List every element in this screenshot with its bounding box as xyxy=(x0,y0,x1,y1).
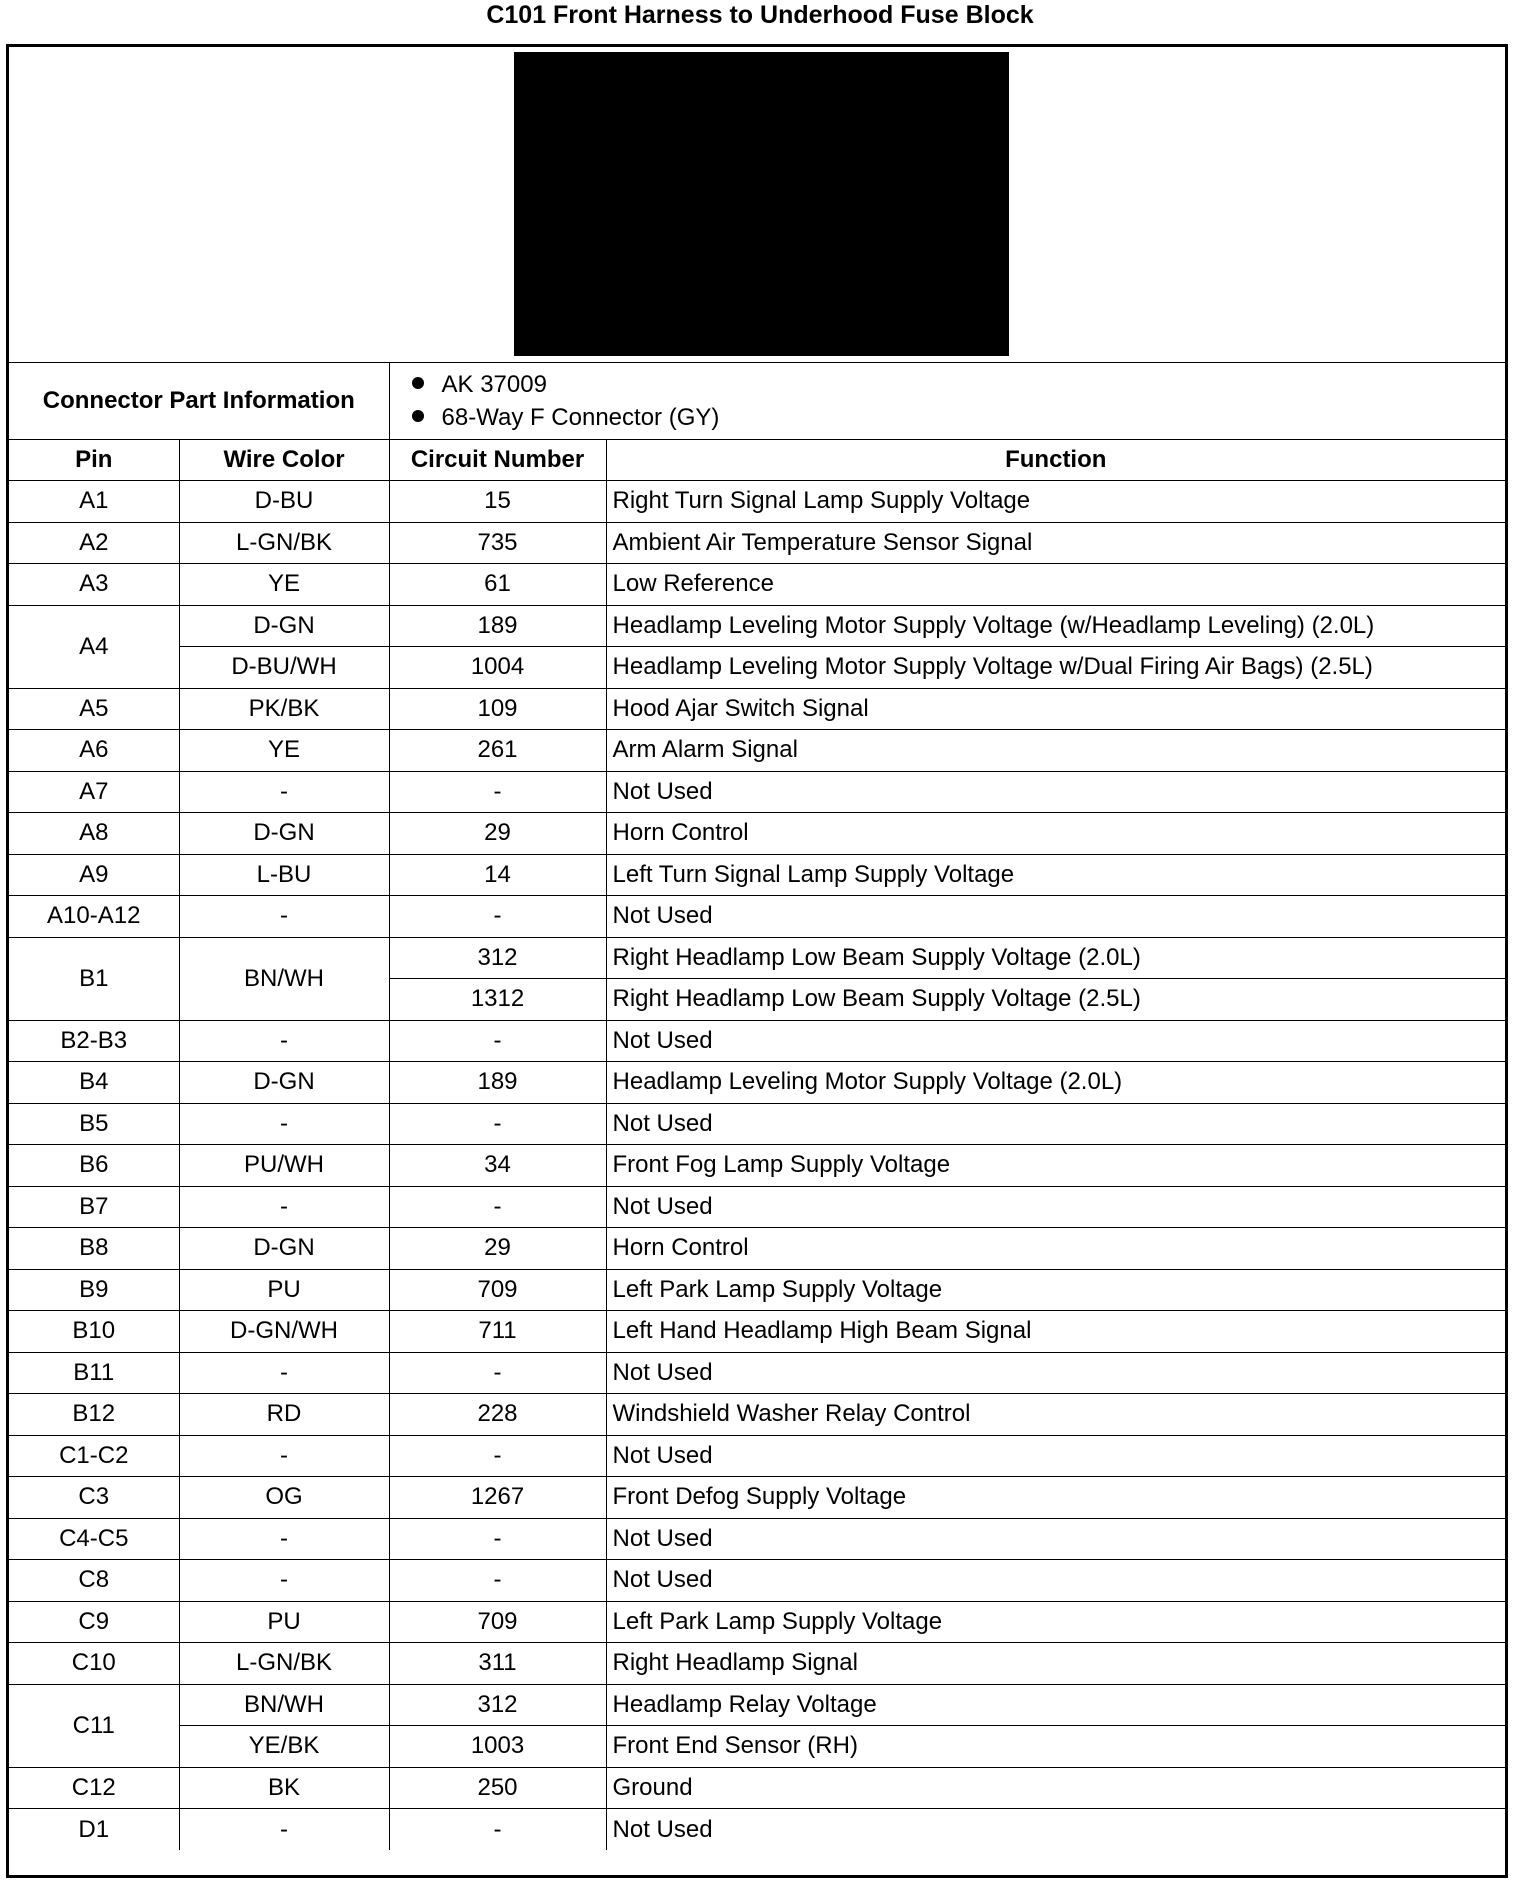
pin-cell: B8 xyxy=(9,1228,179,1270)
table-row xyxy=(9,1103,1505,1145)
function-cell: Front Fog Lamp Supply Voltage xyxy=(606,1145,1505,1187)
function-cell: Right Headlamp Low Beam Supply Voltage (2.0L) xyxy=(606,937,1505,979)
connector-image xyxy=(514,52,1009,356)
wire-color-cell: RD xyxy=(179,1394,389,1436)
circuit-cell: - xyxy=(389,1435,606,1477)
pin-cell: B10 xyxy=(9,1311,179,1353)
wire-color-cell: D-GN xyxy=(179,1062,389,1104)
table-row xyxy=(9,564,1505,606)
circuit-cell: 1312 xyxy=(389,979,606,1021)
table-row xyxy=(9,1352,1505,1394)
connector-info-item xyxy=(412,401,1506,434)
wire-color-cell: - xyxy=(179,1435,389,1477)
table-row xyxy=(9,522,1505,564)
wire-color-cell: - xyxy=(179,1809,389,1851)
circuit-cell: 189 xyxy=(389,605,606,647)
function-cell: Not Used xyxy=(606,1435,1505,1477)
pin-cell: C10 xyxy=(9,1643,179,1685)
circuit-cell: 1003 xyxy=(389,1726,606,1768)
wire-color-cell: D-BU/WH xyxy=(179,647,389,689)
function-cell: Not Used xyxy=(606,1103,1505,1145)
table-row xyxy=(9,1269,1505,1311)
wire-color-cell: D-GN/WH xyxy=(179,1311,389,1353)
pin-cell: B11 xyxy=(9,1352,179,1394)
function-cell: Front End Sensor (RH) xyxy=(606,1726,1505,1768)
circuit-cell: 735 xyxy=(389,522,606,564)
wire-color-cell: PK/BK xyxy=(179,688,389,730)
table-row xyxy=(9,1767,1505,1809)
function-cell: Headlamp Relay Voltage xyxy=(606,1684,1505,1726)
circuit-cell: 709 xyxy=(389,1601,606,1643)
table-row xyxy=(9,1726,1505,1768)
circuit-cell: - xyxy=(389,1560,606,1602)
function-cell: Low Reference xyxy=(606,564,1505,606)
connector-image-area xyxy=(9,47,1505,363)
circuit-cell: 34 xyxy=(389,1145,606,1187)
header-circuit-number: Circuit Number xyxy=(389,439,606,481)
wire-color-cell: PU/WH xyxy=(179,1145,389,1187)
table-row xyxy=(9,1435,1505,1477)
wire-color-cell: PU xyxy=(179,1269,389,1311)
circuit-cell: 109 xyxy=(389,688,606,730)
wire-color-cell: YE xyxy=(179,730,389,772)
header-function: Function xyxy=(606,439,1505,481)
function-cell: Headlamp Leveling Motor Supply Voltage w/Dual Firing Air Bags) (2.5L) xyxy=(606,647,1505,689)
pin-cell: C4-C5 xyxy=(9,1518,179,1560)
function-cell: Not Used xyxy=(606,1020,1505,1062)
circuit-cell: 261 xyxy=(389,730,606,772)
header-pin: Pin xyxy=(9,439,179,481)
table-row xyxy=(9,1643,1505,1685)
circuit-cell: - xyxy=(389,1103,606,1145)
wire-color-cell: L-GN/BK xyxy=(179,522,389,564)
table-row xyxy=(9,1062,1505,1104)
pin-cell: B2-B3 xyxy=(9,1020,179,1062)
connector-info-label: Connector Part Information xyxy=(9,363,389,439)
pin-cell: C11 xyxy=(9,1684,179,1767)
table-row xyxy=(9,1186,1505,1228)
header-wire-color: Wire Color xyxy=(179,439,389,481)
function-cell: Right Headlamp Low Beam Supply Voltage (2.5L) xyxy=(606,979,1505,1021)
circuit-cell: 312 xyxy=(389,937,606,979)
wire-color-cell: - xyxy=(179,1352,389,1394)
table-row xyxy=(9,813,1505,855)
table-row xyxy=(9,1601,1505,1643)
wire-color-cell: D-BU xyxy=(179,481,389,523)
wire-color-cell: - xyxy=(179,1560,389,1602)
pin-cell: B6 xyxy=(9,1145,179,1187)
table-row xyxy=(9,1560,1505,1602)
table-row xyxy=(9,647,1505,689)
function-cell: Left Hand Headlamp High Beam Signal xyxy=(606,1311,1505,1353)
function-cell: Windshield Washer Relay Control xyxy=(606,1394,1505,1436)
wire-color-cell: BN/WH xyxy=(179,937,389,1020)
pin-cell: A1 xyxy=(9,481,179,523)
wire-color-cell: - xyxy=(179,771,389,813)
pin-cell: C3 xyxy=(9,1477,179,1519)
table-row xyxy=(9,730,1505,772)
table-row xyxy=(9,1684,1505,1726)
function-cell: Not Used xyxy=(606,1352,1505,1394)
wire-color-cell: D-GN xyxy=(179,813,389,855)
function-cell: Ambient Air Temperature Sensor Signal xyxy=(606,522,1505,564)
connector-table-frame xyxy=(6,44,1508,1878)
bullet-icon xyxy=(412,377,424,389)
function-cell: Right Turn Signal Lamp Supply Voltage xyxy=(606,481,1505,523)
circuit-cell: 250 xyxy=(389,1767,606,1809)
wire-color-cell: - xyxy=(179,896,389,938)
function-cell: Not Used xyxy=(606,1186,1505,1228)
table-row xyxy=(9,1394,1505,1436)
circuit-cell: - xyxy=(389,1518,606,1560)
circuit-cell: - xyxy=(389,771,606,813)
wire-color-cell: - xyxy=(179,1518,389,1560)
circuit-cell: 189 xyxy=(389,1062,606,1104)
pin-cell: B12 xyxy=(9,1394,179,1436)
circuit-cell: 15 xyxy=(389,481,606,523)
circuit-cell: 709 xyxy=(389,1269,606,1311)
circuit-cell: 29 xyxy=(389,813,606,855)
wire-color-cell: BN/WH xyxy=(179,1684,389,1726)
function-cell: Headlamp Leveling Motor Supply Voltage (2.0L) xyxy=(606,1062,1505,1104)
table-row xyxy=(9,1145,1505,1187)
connector-info-item xyxy=(412,368,1506,401)
table-row xyxy=(9,688,1505,730)
wire-color-cell: D-GN xyxy=(179,605,389,647)
circuit-cell: 1004 xyxy=(389,647,606,689)
wire-color-cell: - xyxy=(179,1186,389,1228)
pin-cell: A9 xyxy=(9,854,179,896)
wire-color-cell: L-GN/BK xyxy=(179,1643,389,1685)
pin-cell: D1 xyxy=(9,1809,179,1851)
table-row xyxy=(9,605,1505,647)
circuit-cell: 312 xyxy=(389,1684,606,1726)
function-cell: Headlamp Leveling Motor Supply Voltage (w/Headlamp Leveling) (2.0L) xyxy=(606,605,1505,647)
table-row xyxy=(9,854,1505,896)
pin-cell: C1-C2 xyxy=(9,1435,179,1477)
table-row xyxy=(9,1311,1505,1353)
pin-cell: A8 xyxy=(9,813,179,855)
function-cell: Not Used xyxy=(606,1809,1505,1851)
function-cell: Not Used xyxy=(606,1518,1505,1560)
table-row xyxy=(9,481,1505,523)
wire-color-cell: YE xyxy=(179,564,389,606)
pin-cell: C9 xyxy=(9,1601,179,1643)
circuit-cell: - xyxy=(389,1352,606,1394)
circuit-cell: 61 xyxy=(389,564,606,606)
wire-color-cell: OG xyxy=(179,1477,389,1519)
pin-cell: A6 xyxy=(9,730,179,772)
circuit-cell: 29 xyxy=(389,1228,606,1270)
connector-info-row xyxy=(9,363,1505,439)
pin-cell: A5 xyxy=(9,688,179,730)
circuit-cell: - xyxy=(389,1809,606,1851)
circuit-cell: 1267 xyxy=(389,1477,606,1519)
pin-cell: A10-A12 xyxy=(9,896,179,938)
circuit-cell: 228 xyxy=(389,1394,606,1436)
wire-color-cell: YE/BK xyxy=(179,1726,389,1768)
table-row xyxy=(9,1020,1505,1062)
table-row xyxy=(9,1809,1505,1851)
wire-color-cell: - xyxy=(179,1020,389,1062)
pin-cell: B9 xyxy=(9,1269,179,1311)
table-row xyxy=(9,937,1505,979)
function-cell: Left Park Lamp Supply Voltage xyxy=(606,1601,1505,1643)
circuit-cell: 711 xyxy=(389,1311,606,1353)
pin-cell: B1 xyxy=(9,937,179,1020)
bullet-icon xyxy=(412,410,424,422)
function-cell: Hood Ajar Switch Signal xyxy=(606,688,1505,730)
circuit-cell: - xyxy=(389,896,606,938)
pin-cell: C8 xyxy=(9,1560,179,1602)
connector-info-list xyxy=(389,363,1505,439)
page-title: C101 Front Harness to Underhood Fuse Block xyxy=(486,1,1034,29)
wire-color-cell: BK xyxy=(179,1767,389,1809)
table-row xyxy=(9,771,1505,813)
pin-cell: A2 xyxy=(9,522,179,564)
function-cell: Arm Alarm Signal xyxy=(606,730,1505,772)
wire-color-cell: D-GN xyxy=(179,1228,389,1270)
pin-cell: C12 xyxy=(9,1767,179,1809)
function-cell: Not Used xyxy=(606,896,1505,938)
pin-cell: A7 xyxy=(9,771,179,813)
pinout-table xyxy=(9,363,1505,1850)
pin-cell: B7 xyxy=(9,1186,179,1228)
function-cell: Right Headlamp Signal xyxy=(606,1643,1505,1685)
wire-color-cell: - xyxy=(179,1103,389,1145)
circuit-cell: 311 xyxy=(389,1643,606,1685)
table-row xyxy=(9,1477,1505,1519)
header-row xyxy=(9,439,1505,481)
wire-color-cell: PU xyxy=(179,1601,389,1643)
function-cell: Horn Control xyxy=(606,813,1505,855)
connector-info-text: 68-Way F Connector (GY) xyxy=(441,403,720,431)
pin-cell: A4 xyxy=(9,605,179,688)
function-cell: Ground xyxy=(606,1767,1505,1809)
function-cell: Horn Control xyxy=(606,1228,1505,1270)
circuit-cell: - xyxy=(389,1020,606,1062)
wire-color-cell: L-BU xyxy=(179,854,389,896)
function-cell: Front Defog Supply Voltage xyxy=(606,1477,1505,1519)
function-cell: Not Used xyxy=(606,771,1505,813)
table-row xyxy=(9,1518,1505,1560)
pin-cell: B5 xyxy=(9,1103,179,1145)
connector-info-text: AK 37009 xyxy=(441,370,547,398)
pin-cell: A3 xyxy=(9,564,179,606)
function-cell: Left Turn Signal Lamp Supply Voltage xyxy=(606,854,1505,896)
circuit-cell: 14 xyxy=(389,854,606,896)
function-cell: Not Used xyxy=(606,1560,1505,1602)
table-row xyxy=(9,896,1505,938)
circuit-cell: - xyxy=(389,1186,606,1228)
table-row xyxy=(9,1228,1505,1270)
function-cell: Left Park Lamp Supply Voltage xyxy=(606,1269,1505,1311)
pin-cell: B4 xyxy=(9,1062,179,1104)
